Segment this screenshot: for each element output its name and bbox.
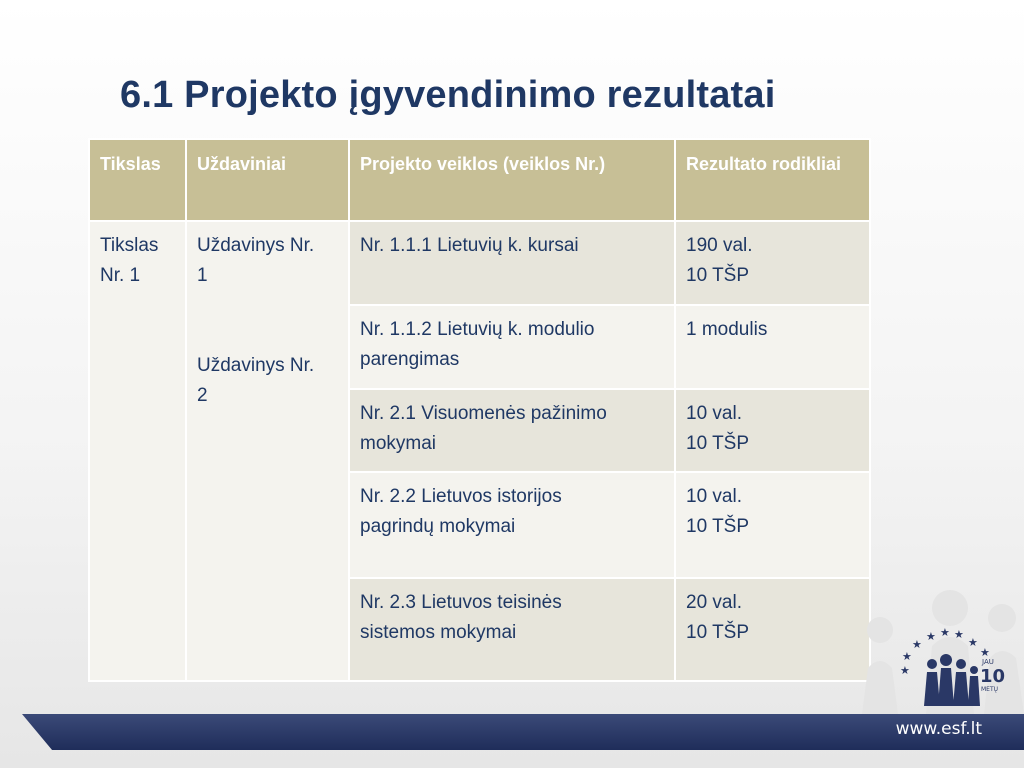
uzdavinys-1-line-2: 1 xyxy=(197,265,208,286)
spacer xyxy=(197,291,338,351)
activity-line: mokymai xyxy=(360,433,437,454)
activity-cell xyxy=(349,472,675,578)
svg-text:★: ★ xyxy=(912,638,922,651)
header-tikslas: Tikslas xyxy=(89,139,186,221)
logo-number-text: 10 xyxy=(980,666,1006,687)
tikslas-line-1: Tikslas xyxy=(100,235,159,256)
svg-text:★: ★ xyxy=(954,628,964,641)
table-header-row xyxy=(89,139,870,221)
svg-text:★: ★ xyxy=(926,630,936,643)
result-cell xyxy=(675,305,870,389)
result-cell xyxy=(675,389,870,472)
header-veiklos: Projekto veiklos (veiklos Nr.) xyxy=(349,139,675,221)
activity-line: Nr. 2.2 Lietuvos istorijos xyxy=(360,486,562,507)
header-uzdaviniai: Uždaviniai xyxy=(186,139,349,221)
result-line: 190 val. xyxy=(686,235,753,256)
result-line: 20 val. xyxy=(686,592,742,613)
tikslas-cell xyxy=(89,221,186,681)
slide-title: 6.1 Projekto įgyvendinimo rezultatai xyxy=(120,74,776,116)
result-line: 10 TŠP xyxy=(686,265,750,286)
activity-line: Nr. 2.1 Visuomenės pažinimo xyxy=(360,403,607,424)
result-cell xyxy=(675,221,870,305)
uzdavinys-1-line-1: Uždavinys Nr. xyxy=(197,235,315,256)
svg-text:★: ★ xyxy=(940,626,950,639)
svg-text:★: ★ xyxy=(900,664,910,677)
website-link[interactable]: www.esf.lt xyxy=(895,719,982,739)
activity-line: sistemos mokymai xyxy=(360,622,517,643)
activity-cell xyxy=(349,305,675,389)
esf-decoration xyxy=(840,560,1024,714)
result-line: 10 TŠP xyxy=(686,622,750,643)
svg-text:★: ★ xyxy=(968,636,978,649)
svg-text:★: ★ xyxy=(980,646,990,659)
svg-text:★: ★ xyxy=(902,650,912,663)
result-line: 10 TŠP xyxy=(686,516,750,537)
activity-line: Nr. 2.3 Lietuvos teisinės xyxy=(360,592,562,613)
result-line: 1 modulis xyxy=(686,319,768,340)
result-line: 10 val. xyxy=(686,486,742,507)
logo-jau-text: JAU xyxy=(982,658,994,666)
activity-cell xyxy=(349,221,675,305)
activity-cell xyxy=(349,389,675,472)
header-rodikliai: Rezultato rodikliai xyxy=(675,139,870,221)
results-table xyxy=(88,138,871,682)
activity-line: parengimas xyxy=(360,349,460,370)
activity-line: Nr. 1.1.2 Lietuvių k. modulio xyxy=(360,319,595,340)
result-line: 10 val. xyxy=(686,403,742,424)
footer-bar xyxy=(22,714,1024,750)
tikslas-line-2: Nr. 1 xyxy=(100,265,141,286)
uzdaviniai-cell xyxy=(186,221,349,681)
uzdavinys-2-line-1: Uždavinys Nr. xyxy=(197,355,315,376)
result-line: 10 TŠP xyxy=(686,433,750,454)
uzdavinys-2-line-2: 2 xyxy=(197,385,208,406)
logo-metu-text: METŲ xyxy=(981,686,999,693)
activity-line: pagrindų mokymai xyxy=(360,516,516,537)
activity-cell xyxy=(349,578,675,681)
activity-line: Nr. 1.1.1 Lietuvių k. kursai xyxy=(360,235,579,256)
table-row xyxy=(89,221,870,305)
